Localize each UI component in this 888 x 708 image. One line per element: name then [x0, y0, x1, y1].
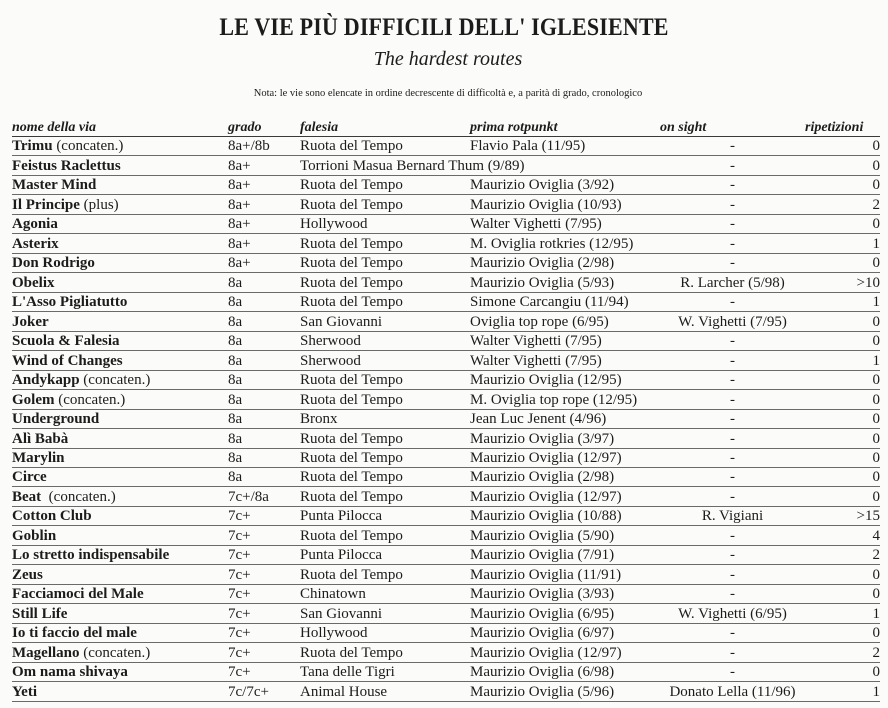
route-first-ascent: Jean Luc Jenent (4/96): [470, 409, 660, 428]
route-name-note: (concaten.): [79, 644, 151, 661]
route-name-cell: [12, 584, 228, 603]
route-name: Goblin: [12, 527, 57, 544]
route-grade: 8a+: [228, 195, 300, 214]
route-grade: 8a: [228, 292, 300, 311]
route-repeats: 0: [805, 156, 880, 175]
route-repeats: 0: [805, 175, 880, 194]
route-crag: Ruota del Tempo: [300, 565, 470, 584]
route-onsight: -: [660, 545, 805, 564]
route-crag: Ruota del Tempo: [300, 175, 470, 194]
route-onsight: W. Vighetti (6/95): [660, 604, 805, 623]
route-name-cell: [12, 175, 228, 194]
route-crag: Sherwood: [300, 331, 470, 350]
route-grade: 8a: [228, 448, 300, 467]
route-repeats: 2: [805, 195, 880, 214]
route-name: Magellano: [12, 644, 80, 661]
route-name-cell: [12, 467, 228, 486]
route-repeats: 0: [805, 565, 880, 584]
route-first-ascent: Maurizio Oviglia (5/93): [470, 273, 660, 292]
route-repeats: >15: [805, 506, 880, 525]
route-grade: 7c+: [228, 545, 300, 564]
route-name-cell: [12, 390, 228, 409]
route-name-cell: [12, 526, 228, 545]
route-onsight: -: [660, 429, 805, 448]
route-onsight: -: [660, 292, 805, 311]
route-name-cell: [12, 137, 228, 156]
route-onsight: -: [660, 565, 805, 584]
route-first-ascent: Walter Vighetti (7/95): [470, 331, 660, 350]
route-name: Golem: [12, 391, 55, 408]
route-repeats: >10: [805, 273, 880, 292]
route-repeats: 0: [805, 253, 880, 272]
route-onsight: -: [660, 195, 805, 214]
route-onsight: -: [660, 214, 805, 233]
route-name-cell: [12, 487, 228, 506]
route-first-ascent: Maurizio Oviglia (5/90): [470, 526, 660, 545]
route-name: Om nama shivaya: [12, 664, 128, 681]
route-name-cell: [12, 253, 228, 272]
route-repeats: 2: [805, 643, 880, 662]
route-first-ascent: Maurizio Oviglia (6/98): [470, 662, 660, 681]
route-name-cell: [12, 565, 228, 584]
route-name: Beat: [12, 488, 42, 505]
route-crag: San Giovanni: [300, 312, 470, 331]
route-name-note: (concaten.): [54, 391, 126, 408]
table-row: [12, 370, 880, 389]
table-row: [12, 214, 880, 233]
route-repeats: 0: [805, 487, 880, 506]
route-name: Facciamoci del Male: [12, 586, 144, 603]
table-row: [12, 429, 880, 448]
route-crag: Ruota del Tempo: [300, 448, 470, 467]
route-name-cell: [12, 273, 228, 292]
route-first-ascent: Maurizio Oviglia (11/91): [470, 565, 660, 584]
route-crag: Ruota del Tempo: [300, 467, 470, 486]
table-row: [12, 604, 880, 623]
column-header-grade: grado: [228, 117, 300, 137]
route-crag: Ruota del Tempo: [300, 643, 470, 662]
route-name-cell: [12, 331, 228, 350]
route-name: Zeus: [12, 566, 43, 583]
route-name-cell: [12, 429, 228, 448]
route-crag: Ruota del Tempo: [300, 390, 470, 409]
route-name-cell: [12, 370, 228, 389]
route-first-ascent: Simone Carcangiu (11/94): [470, 292, 660, 311]
route-name-cell: [12, 604, 228, 623]
route-repeats: 0: [805, 214, 880, 233]
route-onsight: Donato Lella (11/96): [660, 682, 805, 701]
route-onsight: R. Larcher (5/98): [660, 273, 805, 292]
route-repeats: 1: [805, 682, 880, 701]
route-first-ascent: Maurizio Oviglia (3/97): [470, 429, 660, 448]
route-first-ascent: Flavio Pala (11/95): [470, 137, 660, 156]
route-onsight: -: [660, 370, 805, 389]
route-name: Marylin: [12, 449, 65, 466]
route-crag: Animal House: [300, 682, 470, 701]
table-row: [12, 351, 880, 370]
route-grade: 8a+: [228, 253, 300, 272]
route-onsight: -: [660, 175, 805, 194]
table-row: [12, 292, 880, 311]
route-crag: Hollywood: [300, 214, 470, 233]
route-grade: 7c+: [228, 643, 300, 662]
ordering-note: Nota: le vie sono elencate in ordine decrescente di difficoltà e, a parità di grado, cronologico: [253, 88, 643, 99]
route-name-cell: [12, 682, 228, 701]
route-crag: Ruota del Tempo: [300, 526, 470, 545]
route-first-ascent: Walter Vighetti (7/95): [470, 214, 660, 233]
route-grade: 7c+: [228, 623, 300, 642]
route-onsight: -: [660, 526, 805, 545]
route-repeats: 2: [805, 545, 880, 564]
table-row: [12, 682, 880, 701]
route-grade: 8a: [228, 467, 300, 486]
route-crag: Ruota del Tempo: [300, 253, 470, 272]
column-header-first-ascent: prima rotpunkt: [470, 117, 660, 137]
table-row: [12, 584, 880, 603]
route-name-cell: [12, 662, 228, 681]
route-grade: 8a+: [228, 175, 300, 194]
route-repeats: 0: [805, 429, 880, 448]
route-grade: 8a: [228, 331, 300, 350]
table-row: [12, 390, 880, 409]
route-first-ascent: Maurizio Oviglia (5/96): [470, 682, 660, 701]
route-first-ascent: Maurizio Oviglia (3/92): [470, 175, 660, 194]
route-grade: 7c+: [228, 565, 300, 584]
route-name-cell: [12, 506, 228, 525]
route-crag: Torrioni Masua Bernard Thum (9/89): [300, 157, 525, 174]
route-name: Feistus Raclettus: [12, 157, 121, 174]
route-name-cell: [12, 351, 228, 370]
column-header-crag: falesia: [300, 117, 470, 137]
route-name: Trimu: [12, 138, 53, 155]
route-name-cell: [12, 312, 228, 331]
route-crag: San Giovanni: [300, 604, 470, 623]
route-repeats: 0: [805, 584, 880, 603]
route-name-cell: [12, 545, 228, 564]
route-name: Cotton Club: [12, 508, 92, 525]
table-row: [12, 506, 880, 525]
route-crag: Ruota del Tempo: [300, 234, 470, 253]
route-grade: 7c+: [228, 662, 300, 681]
route-onsight: -: [660, 584, 805, 603]
route-first-ascent: M. Oviglia top rope (12/95): [470, 390, 660, 409]
page-title: LE VIE PIÙ DIFFICILI DELL' IGLESIENTE: [219, 14, 669, 41]
table-row: [12, 409, 880, 428]
table-row: [12, 623, 880, 642]
route-name: Circe: [12, 469, 47, 486]
route-first-ascent: Maurizio Oviglia (12/97): [470, 487, 660, 506]
route-first-ascent: Maurizio Oviglia (2/98): [470, 253, 660, 272]
route-first-ascent: Walter Vighetti (7/95): [470, 351, 660, 370]
route-repeats: 0: [805, 370, 880, 389]
route-onsight: -: [660, 390, 805, 409]
route-name-cell: [12, 292, 228, 311]
route-crag: Chinatown: [300, 584, 470, 603]
route-name: Wind of Changes: [12, 352, 123, 369]
route-grade: 8a: [228, 273, 300, 292]
table-row: [12, 253, 880, 272]
route-name: Io ti faccio del male: [12, 625, 137, 642]
table-row: [12, 565, 880, 584]
route-name: Still Life: [12, 605, 68, 622]
route-first-ascent: Maurizio Oviglia (6/95): [470, 604, 660, 623]
route-onsight: -: [660, 156, 805, 175]
route-name-note: (plus): [79, 196, 119, 213]
route-repeats: 0: [805, 137, 880, 156]
route-repeats: 0: [805, 662, 880, 681]
route-name: Obelix: [12, 274, 55, 291]
route-grade: 8a+: [228, 156, 300, 175]
route-repeats: 0: [805, 467, 880, 486]
route-repeats: 1: [805, 234, 880, 253]
route-onsight: -: [660, 643, 805, 662]
route-grade: 8a: [228, 312, 300, 331]
route-name-cell: [12, 214, 228, 233]
route-first-ascent: Maurizio Oviglia (6/97): [470, 623, 660, 642]
route-name: Alì Babà: [12, 430, 69, 447]
table-row: [12, 448, 880, 467]
route-repeats: 4: [805, 526, 880, 545]
column-header-repeats: ripetizioni: [805, 117, 880, 137]
route-name: Don Rodrigo: [12, 255, 95, 272]
route-first-ascent: Maurizio Oviglia (12/97): [470, 448, 660, 467]
route-name-cell: [12, 448, 228, 467]
column-header-name: nome della via: [12, 117, 228, 137]
table-row: [12, 662, 880, 681]
page-subtitle: The hardest routes: [373, 48, 523, 70]
route-crag: Ruota del Tempo: [300, 273, 470, 292]
route-onsight: -: [660, 351, 805, 370]
route-crag: Ruota del Tempo: [300, 370, 470, 389]
route-repeats: 1: [805, 351, 880, 370]
route-first-ascent: Maurizio Oviglia (10/93): [470, 195, 660, 214]
route-grade: 8a: [228, 409, 300, 428]
route-onsight: -: [660, 234, 805, 253]
route-onsight: -: [660, 487, 805, 506]
route-crag: Hollywood: [300, 623, 470, 642]
route-name-cell: [12, 409, 228, 428]
route-onsight: -: [660, 409, 805, 428]
route-name: Yeti: [12, 683, 37, 700]
table-row: [12, 312, 880, 331]
route-onsight: R. Vigiani: [660, 506, 805, 525]
route-repeats: 0: [805, 312, 880, 331]
route-grade: 7c+: [228, 526, 300, 545]
table-row: [12, 643, 880, 662]
route-repeats: 1: [805, 292, 880, 311]
route-onsight: -: [660, 467, 805, 486]
route-onsight: -: [660, 448, 805, 467]
route-name-cell: [12, 643, 228, 662]
route-name-cell: [12, 623, 228, 642]
route-first-ascent: Maurizio Oviglia (3/93): [470, 584, 660, 603]
route-name-note: (concaten.): [79, 372, 151, 389]
route-first-ascent: Maurizio Oviglia (2/98): [470, 467, 660, 486]
route-grade: 8a: [228, 351, 300, 370]
route-grade: 8a: [228, 429, 300, 448]
table-row: [12, 545, 880, 564]
route-name-cell: [12, 234, 228, 253]
route-name: Il Principe: [12, 196, 80, 213]
route-crag: Ruota del Tempo: [300, 429, 470, 448]
table-row: [12, 487, 880, 506]
route-crag: Ruota del Tempo: [300, 487, 470, 506]
route-first-ascent: Maurizio Oviglia (10/88): [470, 506, 660, 525]
route-onsight: W. Vighetti (7/95): [660, 312, 805, 331]
route-name-note: (concaten.): [41, 488, 116, 505]
route-first-ascent: M. Oviglia rotkries (12/95): [470, 234, 660, 253]
route-name: Scuola & Falesia: [12, 333, 120, 350]
route-grade: 7c+: [228, 604, 300, 623]
route-name: Master Mind: [12, 177, 97, 194]
routes-table: [12, 117, 880, 702]
route-crag: Bronx: [300, 409, 470, 428]
header-row: [12, 117, 880, 137]
route-first-ascent: Maurizio Oviglia (7/91): [470, 545, 660, 564]
routes-body: [12, 137, 880, 702]
route-grade: 8a: [228, 390, 300, 409]
route-crag: Sherwood: [300, 351, 470, 370]
route-first-ascent: Oviglia top rope (6/95): [470, 312, 660, 331]
table-row: [12, 137, 880, 156]
route-onsight: -: [660, 623, 805, 642]
route-onsight: -: [660, 331, 805, 350]
route-grade: 7c+: [228, 584, 300, 603]
route-name: L'Asso Pigliatutto: [12, 294, 128, 311]
route-name: Lo stretto indispensabile: [12, 547, 170, 564]
route-onsight: -: [660, 137, 805, 156]
route-grade: 7c/7c+: [228, 682, 300, 701]
route-name-cell: [12, 156, 228, 175]
route-repeats: 0: [805, 448, 880, 467]
route-first-ascent: Maurizio Oviglia (12/95): [470, 370, 660, 389]
table-row: [12, 175, 880, 194]
route-grade: 8a: [228, 370, 300, 389]
route-crag: Punta Pilocca: [300, 545, 470, 564]
column-header-onsight: on sight: [660, 117, 805, 137]
table-row: [12, 156, 880, 175]
route-grade: 8a+/8b: [228, 137, 300, 156]
table-row: [12, 467, 880, 486]
route-name: Agonia: [12, 216, 58, 233]
route-repeats: 0: [805, 623, 880, 642]
route-crag: Punta Pilocca: [300, 506, 470, 525]
table-row: [12, 331, 880, 350]
route-repeats: 0: [805, 390, 880, 409]
route-grade: 8a+: [228, 214, 300, 233]
route-first-ascent: Maurizio Oviglia (12/97): [470, 643, 660, 662]
table-row: [12, 234, 880, 253]
route-name: Asterix: [12, 235, 59, 252]
route-repeats: 0: [805, 331, 880, 350]
route-name: Andykapp: [12, 372, 80, 389]
route-onsight: -: [660, 662, 805, 681]
route-grade: 7c+/8a: [228, 487, 300, 506]
route-name: Joker: [12, 313, 49, 330]
route-crag: Ruota del Tempo: [300, 137, 470, 156]
route-repeats: 1: [805, 604, 880, 623]
table-row: [12, 195, 880, 214]
route-grade: 8a+: [228, 234, 300, 253]
route-crag: Ruota del Tempo: [300, 195, 470, 214]
route-name-cell: [12, 195, 228, 214]
table-row: [12, 273, 880, 292]
table-row: [12, 526, 880, 545]
route-name: Underground: [12, 411, 100, 428]
route-grade: 7c+: [228, 506, 300, 525]
route-crag: Tana delle Tigri: [300, 662, 470, 681]
route-name-note: (concaten.): [52, 138, 124, 155]
route-crag: Ruota del Tempo: [300, 292, 470, 311]
route-repeats: 0: [805, 409, 880, 428]
route-onsight: -: [660, 253, 805, 272]
